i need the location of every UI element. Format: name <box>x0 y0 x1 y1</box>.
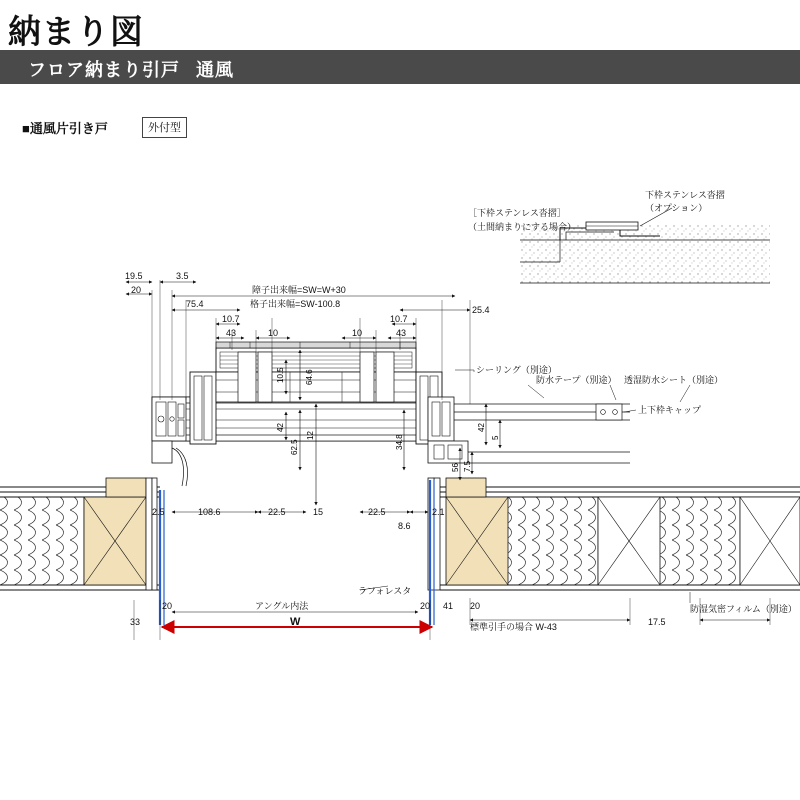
dim-108-6: 108.6 <box>198 507 221 517</box>
dim-42-right: 42 <box>477 423 486 432</box>
moisture-film-label: 防湿気密フィルム（別途） <box>690 604 797 614</box>
angle-inner-label: アングル内法 <box>255 601 309 611</box>
dim-20-right: 20 <box>420 601 431 611</box>
dim-10-5: 10.5 <box>276 367 285 383</box>
dim-20-far: 20 <box>470 601 481 611</box>
dim-22-5-left: 22.5 <box>268 507 286 517</box>
dim-2-5: 2.5 <box>152 507 165 517</box>
dim-3-5: 3.5 <box>176 271 189 281</box>
dim-25-4: 25.4 <box>472 305 490 315</box>
dim-2-1: 2.1 <box>432 507 445 517</box>
detail-inset-stainless-sill <box>520 208 770 283</box>
dim-22-5-right: 22.5 <box>368 507 386 517</box>
dimension-chain-bottom <box>172 612 770 620</box>
dim-7-5: 7.5 <box>463 460 472 472</box>
sealing-label: シーリング（別途） <box>476 365 557 375</box>
wall-right-assembly <box>428 478 800 590</box>
dim-19-5: 19.5 <box>125 271 143 281</box>
dim-20-top: 20 <box>131 285 142 295</box>
section-label: ■通風片引き戸 <box>22 121 108 136</box>
callout-title-text: 下枠ステンレス沓摺 <box>645 190 725 200</box>
dim-12: 12 <box>306 431 315 440</box>
standard-handle-label: 標準引手の場合 W-43 <box>470 622 557 632</box>
dim-64-6: 64.6 <box>305 369 314 385</box>
page-title: 納まり図 <box>8 13 144 50</box>
dim-41: 41 <box>443 601 454 611</box>
dim-15: 15 <box>313 507 324 517</box>
sash-section-body <box>152 342 630 486</box>
waterproof-tape-label: 防水テープ（別途） <box>536 375 617 385</box>
dim-sw-label: 障子出来幅=SW=W+30 <box>252 285 346 295</box>
section-tag-badge: 外付型 <box>142 117 187 138</box>
dim-56: 56 <box>451 463 460 472</box>
dim-17-5: 17.5 <box>648 617 666 627</box>
moisture-sheet-label: 透湿防水シート（別途） <box>624 375 724 385</box>
dim-8-6: 8.6 <box>398 521 411 531</box>
dim-20-left: 20 <box>162 601 173 611</box>
title-bar-left-label: フロア納まり引戸 <box>28 60 180 80</box>
dim-10-7-left: 10.7 <box>222 314 240 324</box>
dim-33: 33 <box>130 617 141 627</box>
title-bar-right-label: 通風 <box>196 60 234 80</box>
dim-42-left: 42 <box>276 423 285 432</box>
dim-10-right: 10 <box>352 328 363 338</box>
dim-43-left: 43 <box>226 328 237 338</box>
callout-sub-text: （オプション） <box>645 203 708 213</box>
dim-43-right: 43 <box>396 328 407 338</box>
dim-10-7-right: 10.7 <box>390 314 408 324</box>
frame-cap-label: 上下枠キャップ <box>638 405 702 415</box>
raforesta-label: ラフォレスタ <box>358 586 412 596</box>
dim-34-8: 34.8 <box>395 434 404 450</box>
wall-left-assembly <box>0 478 160 590</box>
dim-5: 5 <box>491 435 500 440</box>
dim-10-left: 10 <box>268 328 279 338</box>
dim-koushi-label: 格子出来幅=SW-100.8 <box>250 299 341 309</box>
dim-62-5: 62.5 <box>290 439 299 455</box>
dim-75-4: 75.4 <box>186 299 204 309</box>
detail-title-text: ［下枠ステンレス沓摺］ <box>468 208 566 218</box>
detail-sub-text: （土間納まりにする場合） <box>468 222 577 232</box>
dim-w-label: W <box>290 616 301 628</box>
